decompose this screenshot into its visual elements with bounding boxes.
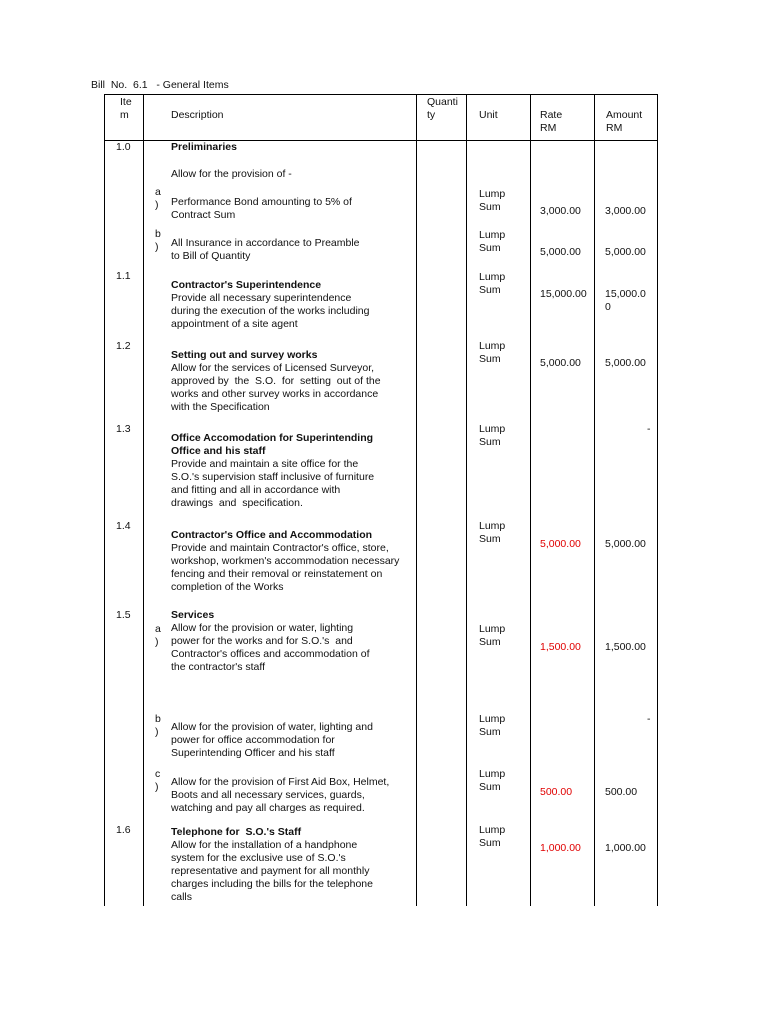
unit-line2: Sum <box>479 201 501 213</box>
row-title: Telephone for S.O.'s Staff <box>171 826 302 838</box>
unit-line2: Sum <box>479 837 501 849</box>
col-border-unit <box>530 94 531 906</box>
header-quantity-line1: Quanti <box>427 96 458 108</box>
unit-line2: Sum <box>479 726 501 738</box>
unit-line1: Lump <box>479 520 506 532</box>
header-description: Description <box>171 109 224 121</box>
unit-line2: Sum <box>479 781 501 793</box>
row-description-line: approved by the S.O. for setting out of the <box>171 375 381 387</box>
unit-line1: Lump <box>479 229 506 241</box>
row-description-line: and fitting and all in accordance with <box>171 484 341 496</box>
item-number: 1.0 <box>116 141 131 153</box>
col-border-right <box>657 94 658 906</box>
amount-value: - <box>647 713 651 725</box>
unit-line1: Lump <box>479 188 506 200</box>
sub-item-letter: a <box>155 186 161 198</box>
row-description-line: works and other survey works in accordance <box>171 388 379 400</box>
row-title-line1: Office Accomodation for Superintending <box>171 432 374 444</box>
row-description-line: Contractor's offices and accommodation of <box>171 648 370 660</box>
sub-item-paren: ) <box>155 241 159 253</box>
unit-line2: Sum <box>479 353 501 365</box>
amount-value: 5,000.00 <box>605 357 646 369</box>
unit-line1: Lump <box>479 623 506 635</box>
item-number: 1.3 <box>116 423 131 435</box>
unit-line1: Lump <box>479 423 506 435</box>
row-description-line: Allow for the services of Licensed Surveyor, <box>171 362 375 374</box>
row-description-line: charges including the bills for the telephone <box>171 878 373 890</box>
sub-item-paren: ) <box>155 726 159 738</box>
row-description-line: watching and pay all charges as required. <box>171 802 365 814</box>
item-number: 1.4 <box>116 520 131 532</box>
amount-value-line1: 15,000.0 <box>605 288 646 300</box>
col-border-rate <box>594 94 595 906</box>
row-description-line: calls <box>171 891 193 903</box>
row-description-line: Contract Sum <box>171 209 236 221</box>
row-description-line: fencing and their removal or reinstatement on <box>171 568 383 580</box>
unit-line2: Sum <box>479 636 501 648</box>
rate-value: 500.00 <box>540 786 573 798</box>
amount-value: 5,000.00 <box>605 538 646 550</box>
item-number: 1.6 <box>116 824 131 836</box>
row-intro: Allow for the provision of - <box>171 168 292 180</box>
row-description-line: workshop, workmen's accommodation necessary <box>171 555 400 567</box>
col-border-quantity <box>466 94 467 906</box>
header-unit: Unit <box>479 109 498 121</box>
item-number: 1.1 <box>116 270 131 282</box>
sub-item-letter: c <box>155 768 161 780</box>
row-description-line: Provide and maintain Contractor's office, store, <box>171 542 389 554</box>
row-description-line: during the execution of the works including <box>171 305 370 317</box>
col-border-left <box>104 94 105 906</box>
row-title: Services <box>171 609 215 621</box>
unit-line1: Lump <box>479 340 506 352</box>
header-amount-line2: RM <box>606 122 623 134</box>
amount-value: 1,000.00 <box>605 842 646 854</box>
row-description-line: Provide and maintain a site office for the <box>171 458 359 470</box>
header-quantity-line2: ty <box>427 109 436 121</box>
amount-value-line2: 0 <box>605 301 611 313</box>
row-description-line: power for office accommodation for <box>171 734 335 746</box>
unit-line2: Sum <box>479 242 501 254</box>
table-top-border <box>104 94 658 95</box>
col-border-description <box>416 94 417 906</box>
sub-item-letter: a <box>155 623 161 635</box>
rate-value: 5,000.00 <box>540 246 581 258</box>
amount-value: - <box>647 423 651 435</box>
unit-line1: Lump <box>479 768 506 780</box>
rate-value: 3,000.00 <box>540 205 581 217</box>
row-title: Contractor's Superintendence <box>171 279 322 291</box>
row-description-line: All Insurance in accordance to Preamble <box>171 237 360 249</box>
row-title-line2: Office and his staff <box>171 445 266 457</box>
header-rate-line2: RM <box>540 122 557 134</box>
unit-line2: Sum <box>479 436 501 448</box>
rate-value: 1,500.00 <box>540 641 581 653</box>
header-item-line2: m <box>120 109 129 121</box>
row-description-line: with the Specification <box>171 401 270 413</box>
amount-value: 1,500.00 <box>605 641 646 653</box>
rate-value: 15,000.00 <box>540 288 587 300</box>
row-description-line: appointment of a site agent <box>171 318 298 330</box>
sub-item-paren: ) <box>155 199 159 211</box>
header-rate-line1: Rate <box>540 109 563 121</box>
sub-item-letter: b <box>155 228 161 240</box>
unit-line1: Lump <box>479 824 506 836</box>
row-description-line: S.O.'s supervision staff inclusive of furniture <box>171 471 375 483</box>
row-title: Setting out and survey works <box>171 349 318 361</box>
row-title: Contractor's Office and Accommodation <box>171 529 373 541</box>
bill-title: Bill No. 6.1 - General Items <box>91 79 229 91</box>
row-description-line: Boots and all necessary services, guards, <box>171 789 365 801</box>
row-description-line: Allow for the provision or water, lighting <box>171 622 354 634</box>
row-description-line: drawings and specification. <box>171 497 303 509</box>
row-description-line: power for the works and for S.O.'s and <box>171 635 353 647</box>
item-number: 1.2 <box>116 340 131 352</box>
row-description-line: Performance Bond amounting to 5% of <box>171 196 352 208</box>
row-description-line: Allow for the provision of water, lighting and <box>171 721 373 733</box>
rate-value: 5,000.00 <box>540 538 581 550</box>
unit-line1: Lump <box>479 713 506 725</box>
header-amount-line1: Amount <box>606 109 643 121</box>
rate-value: 1,000.00 <box>540 842 581 854</box>
header-item-line1: Ite <box>120 96 132 108</box>
amount-value: 500.00 <box>605 786 638 798</box>
row-title: Preliminaries <box>171 141 237 153</box>
unit-line1: Lump <box>479 271 506 283</box>
item-number: 1.5 <box>116 609 131 621</box>
row-description-line: system for the exclusive use of S.O.'s <box>171 852 346 864</box>
sub-item-letter: b <box>155 713 161 725</box>
row-description-line: Allow for the installation of a handphone <box>171 839 358 851</box>
row-description-line: Superintending Officer and his staff <box>171 747 335 759</box>
sub-item-paren: ) <box>155 781 159 793</box>
rate-value: 5,000.00 <box>540 357 581 369</box>
row-description-line: representative and payment for all monthly <box>171 865 370 877</box>
amount-value: 3,000.00 <box>605 205 646 217</box>
row-description-line: Allow for the provision of First Aid Box, Helmet, <box>171 776 390 788</box>
unit-line2: Sum <box>479 533 501 545</box>
unit-line2: Sum <box>479 284 501 296</box>
row-description-line: the contractor's staff <box>171 661 266 673</box>
amount-value: 5,000.00 <box>605 246 646 258</box>
row-description-line: to Bill of Quantity <box>171 250 251 262</box>
row-description-line: Provide all necessary superintendence <box>171 292 352 304</box>
row-description-line: completion of the Works <box>171 581 284 593</box>
sub-item-paren: ) <box>155 636 159 648</box>
col-border-item <box>143 94 144 906</box>
